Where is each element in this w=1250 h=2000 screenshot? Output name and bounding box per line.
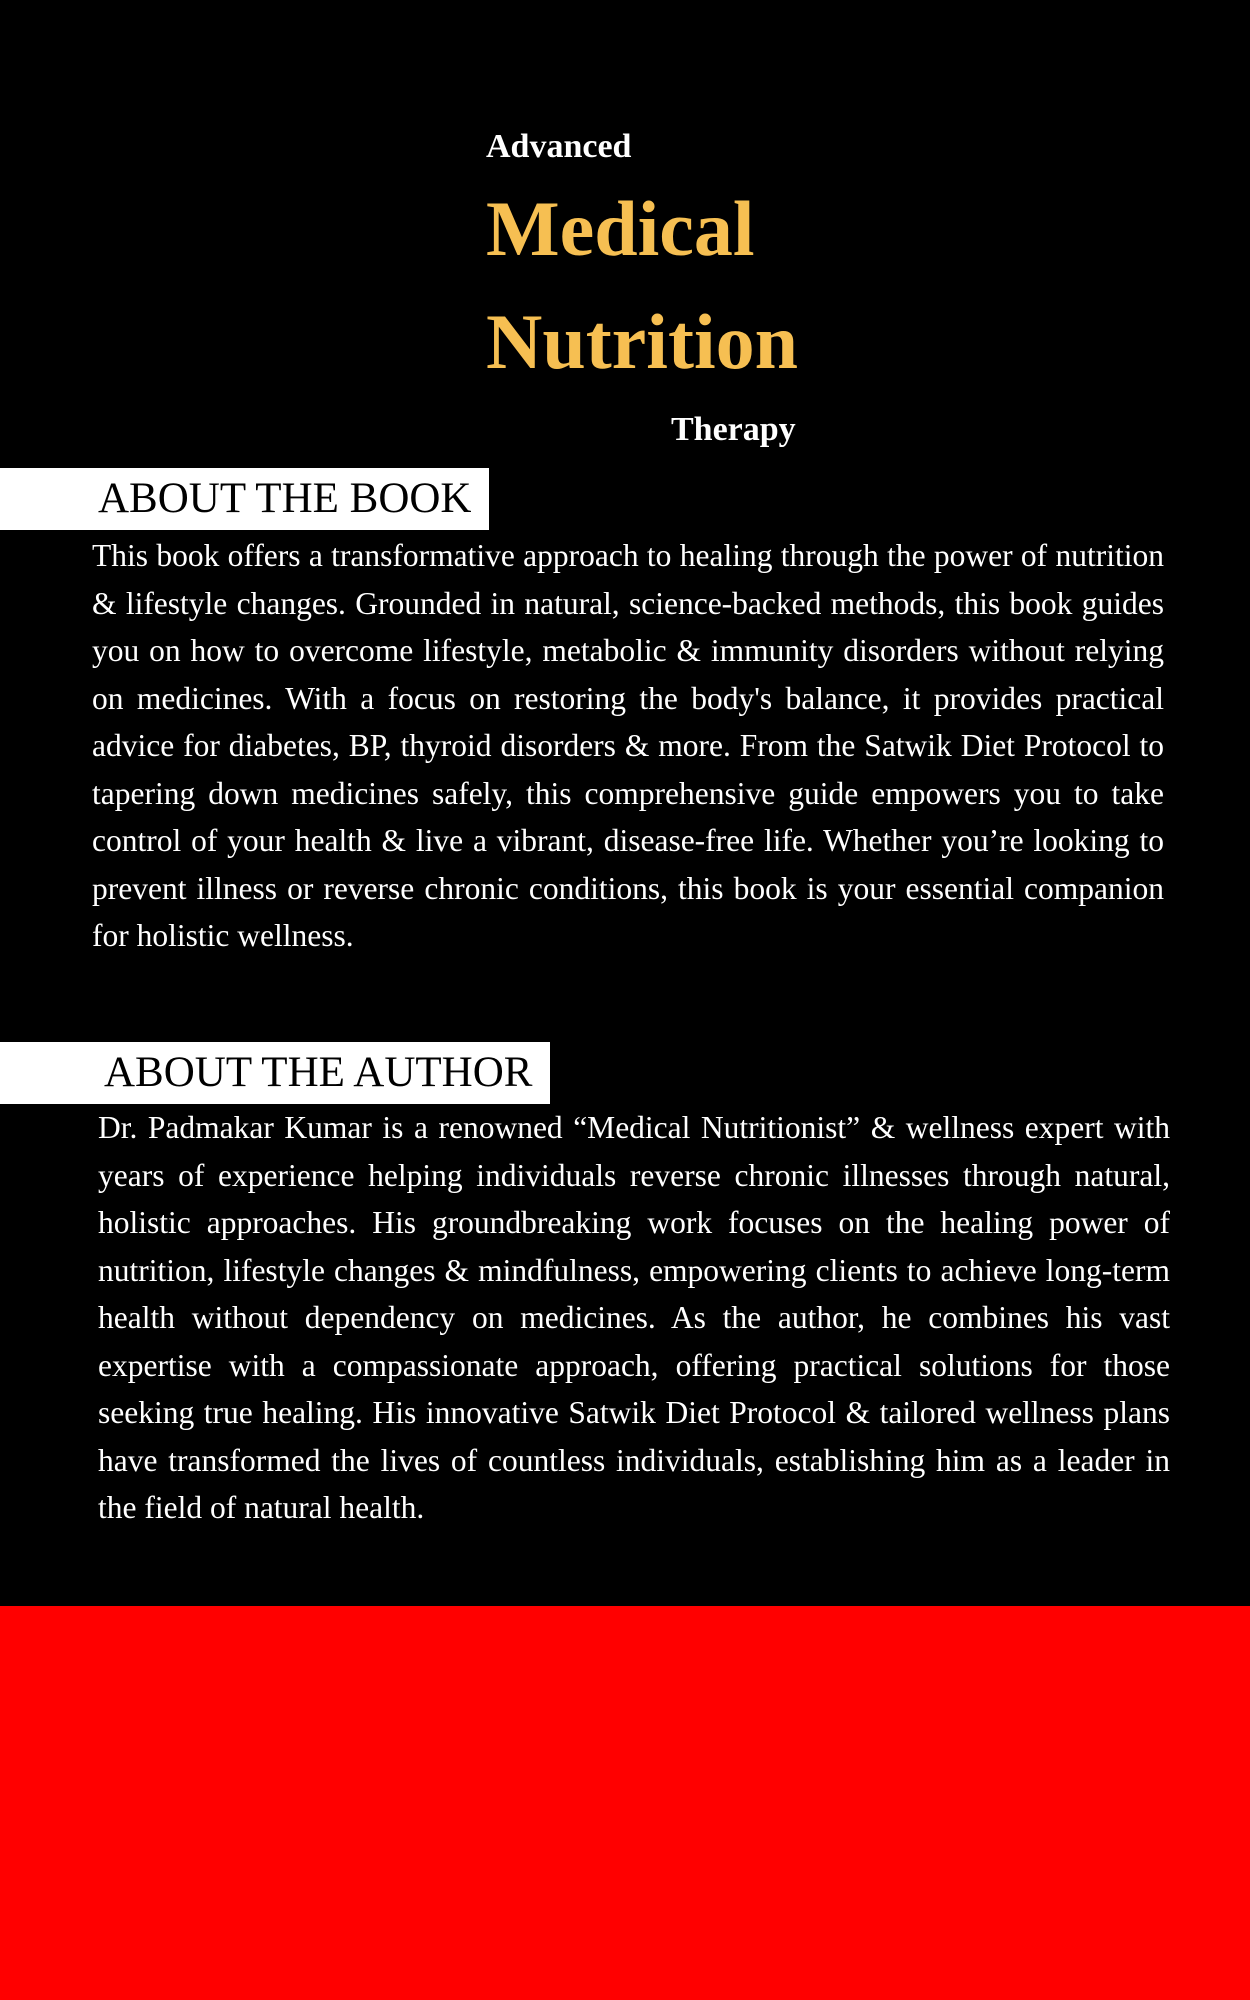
about-author-text: Dr. Padmakar Kumar is a renowned “Medical Nutritionist” & wellness expert with years of experience helping individuals reverse chronic illnesses through natural, holistic approaches. His groundbreaking work focuses on the healing power of nutrition, lifestyle changes & mindfulness, empowering clients to achieve long-term health without dependency on medicines. As the author, he combines his vast expertise with a compassionate approach, offering practical solutions for those seeking true healing. His innovative Satwik Diet Protocol & tailored wellness plans have transformed the lives of countless individuals, establishing him as a leader in the field of natural health. [98, 1110, 1170, 1525]
title-line-nutrition: Nutrition [486, 298, 798, 385]
about-book-heading: ABOUT THE BOOK [0, 468, 489, 530]
title-suffix: Therapy [671, 411, 796, 448]
about-book-text: This book offers a transformative approach to healing through the power of nutrition & lifestyle changes. Grounded in natural, science-backed methods, this book guides you on how to overcome lifestyle, metabolic & immunity disorders without relying on medicines. With a focus on restoring the body's balance, it provides practical advice for diabetes, BP, thyroid disorders & more. From the Satwik Diet Protocol to tapering down medicines safely, this comprehensive guide empowers you to take control of your health & live a vibrant, disease-free life. Whether you’re looking to prevent illness or reverse chronic conditions, this book is your essential companion for holistic wellness. [92, 538, 1164, 953]
bottom-red-band [0, 1606, 1250, 2000]
about-author-heading: ABOUT THE AUTHOR [0, 1042, 550, 1104]
title-prefix: Advanced [486, 128, 632, 165]
title-line-medical: Medical [486, 185, 755, 272]
